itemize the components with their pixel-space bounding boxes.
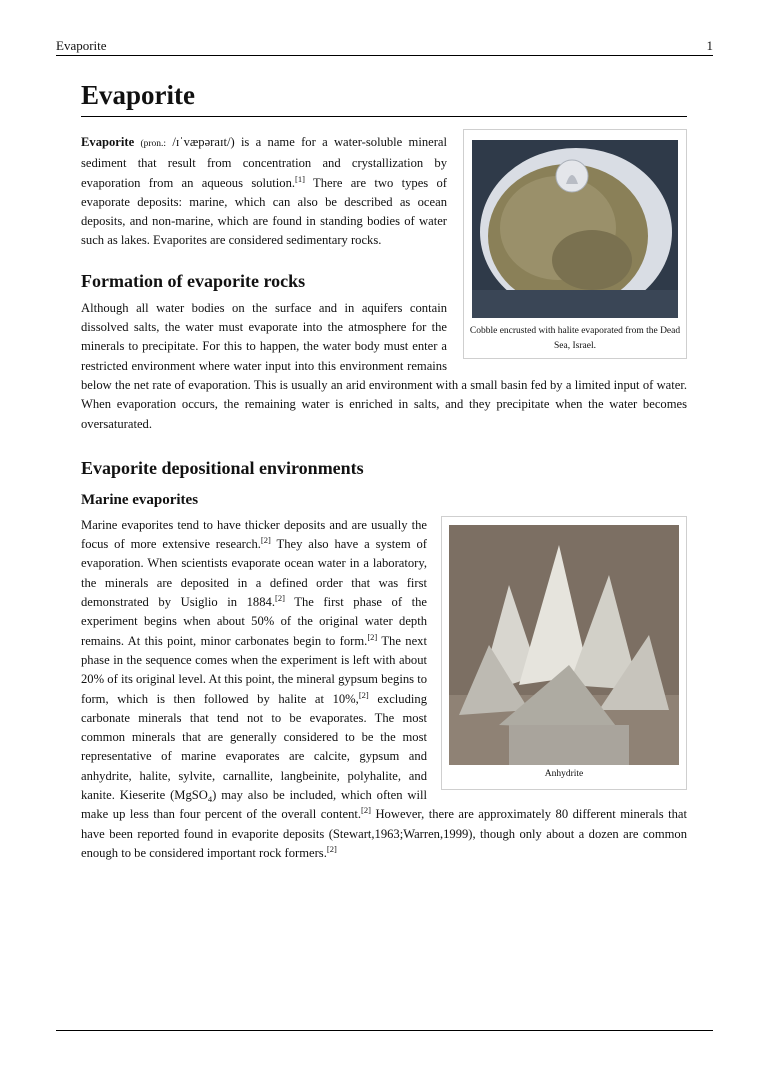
subscript-4: 4 [207,794,213,805]
ref-2d[interactable]: [2] [358,689,369,700]
marine-text-3: The first phase of the experiment begins when about 50% of the original water depth remains. At this point, minor carbonates begin to form. [81,595,427,648]
footer-rule [56,1030,713,1031]
article-body [81,78,687,863]
pronunciation: /ɪˈvæpəraɪt/) [172,135,235,149]
intro-bold-term: Evaporite [81,135,135,149]
marine-text-1: Marine evaporites tend to have thicker deposits and are usually the focus of more extensive research. [81,517,427,552]
ref-2b[interactable]: [2] [274,593,285,604]
anhydrite-image [449,525,679,765]
marine-text-5: excluding carbonate minerals that tend not to be evaporates. The most common minerals that are generally considered to be the most representative of marine evaporates are calcite, gypsum and anhydrite, halite, sylvite, carnallite, langbeinite, polyhalite, and kanite. Kieserite (MgSO [81,691,427,803]
page-number: 1 [706,38,713,53]
marine-text-4: The next phase in the sequence comes when the experiment is left with about 20% of its original level. At this point, the mineral gypsum begins to form, which is then followed by halite at 10%, [81,633,427,706]
pron-label: (pron.: [140,139,167,149]
marine-text-7: However, there are approximately 80 different minerals that have been reported found in evaporite deposits (Stewart,1963;Warren,1999), though only about a dozen are common enough to be considered important rock formers. [81,807,687,860]
figure-anhydrite [441,516,687,790]
article-title: Evaporite [81,78,687,117]
section-heading-environments: Evaporite depositional environments [81,457,364,478]
halite-cobble-image [472,140,678,318]
section-heading-formation: Formation of evaporite rocks [81,270,306,291]
figure2-caption: Anhydrite [544,768,584,779]
ref-1[interactable]: [1] [295,173,305,184]
figure-halite-cobble [463,129,687,359]
marine-text-6: ) may also be included, which often will make up less than four percent of the overall content. [81,788,427,822]
figure1-caption: Cobble encrusted with halite evaporated from the Dead Sea, Israel. [469,326,681,351]
ref-2f[interactable]: [2] [326,843,337,854]
ref-2a[interactable]: [2] [260,535,271,546]
subsection-heading-marine: Marine evaporites [81,491,199,508]
formation-paragraph: Although all water bodies on the surface and in aquifers contain dissolved salts, the water must evaporate into the atmosphere for the minerals to precipitate. For this to happen, the water body must enter a restricted environment where water input into this environment remains below the net rate of evaporation. This is usually an arid environment with a small basin fed by a limited input of water. When evaporation occurs, the remaining water is enriched in salts, and they precipitate when the water becomes oversaturated. [81,300,687,431]
marine-text-2: They also have a system of evaporation. When scientists evaporate ocean water in a laboratory, the minerals are deposited in a defined order that was first demonstrated by Usiglio in 1884. [81,537,428,610]
ref-2c[interactable]: [2] [367,631,378,642]
ref-2e[interactable]: [2] [361,805,371,816]
intro-text-2: There are two types of evaporate deposits: marine, which can also be described as ocean deposits, and non-marine, which are found in standing bodies of water such as lakes. Evaporites are considered sedimentary rocks. [81,175,447,248]
running-header [56,38,713,56]
running-header-title: Evaporite [56,38,107,53]
intro-text-1: is a name for a water-soluble mineral sediment that result from concentration and crystallization by evaporation from an aqueous solution. [81,135,448,190]
